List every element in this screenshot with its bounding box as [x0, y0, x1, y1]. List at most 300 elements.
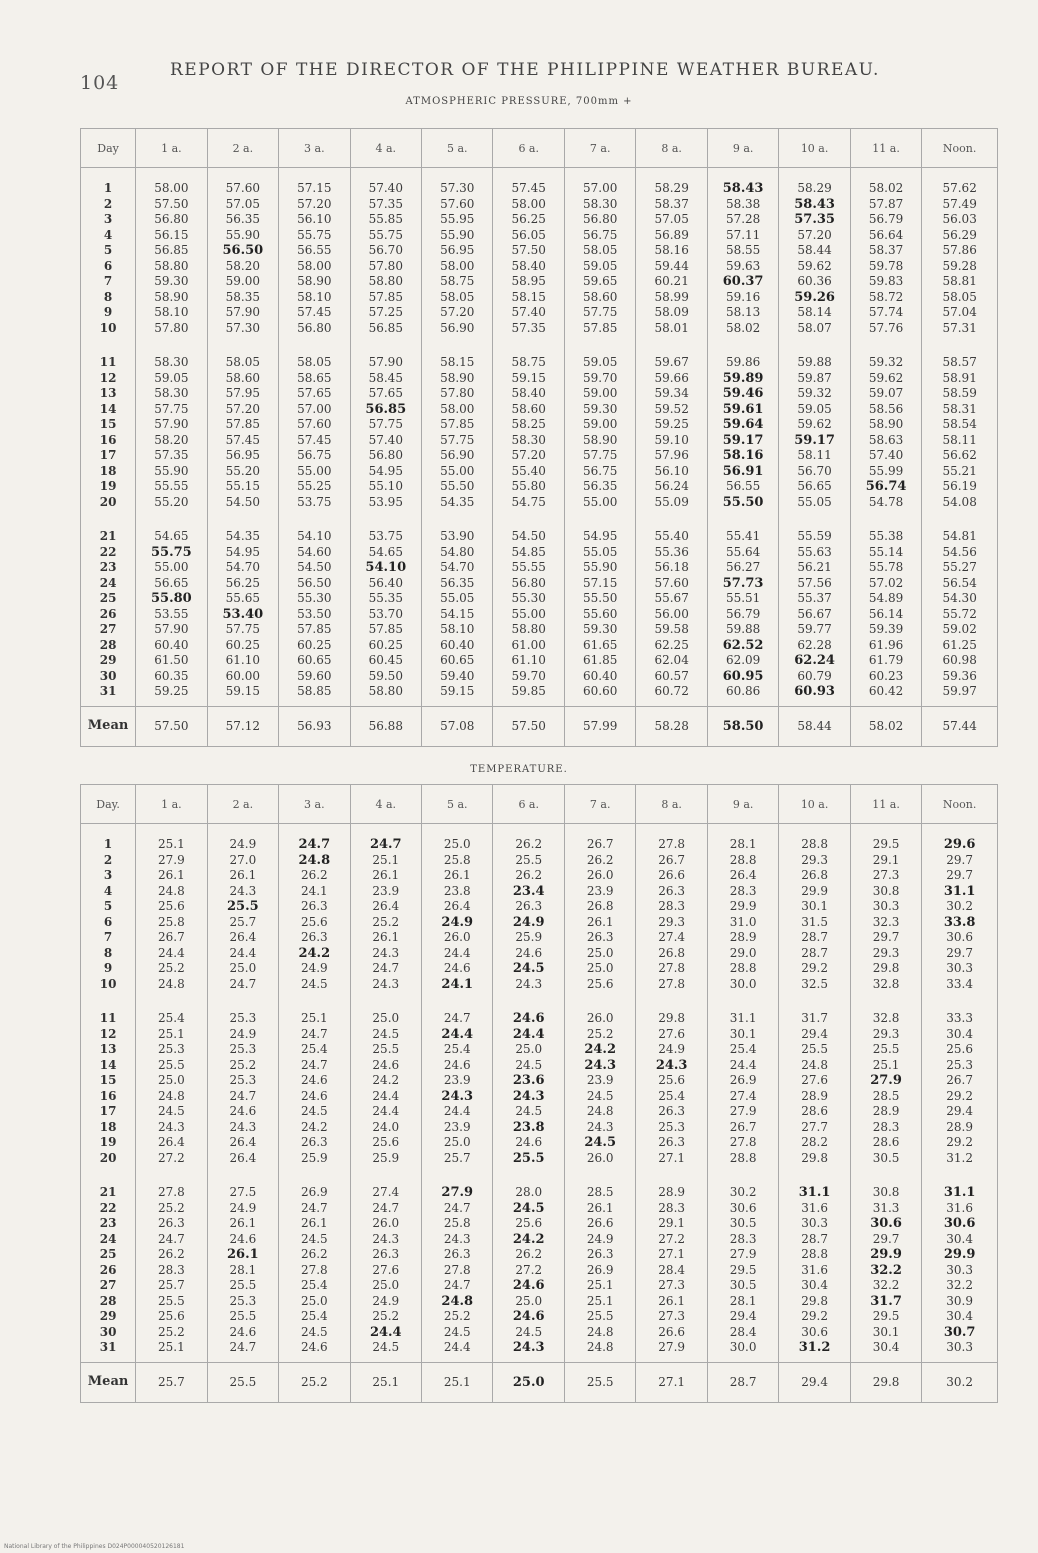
value-cell: [850, 342, 921, 516]
value: 24.1: [300, 883, 328, 898]
value: 24.3: [372, 1231, 400, 1246]
value: 56.24: [654, 479, 689, 493]
value: 59.62: [797, 417, 832, 431]
value: 30.1: [801, 899, 828, 913]
day-group-row: [81, 1172, 998, 1362]
value: 27.3: [872, 868, 900, 882]
value: 25.6: [372, 1135, 400, 1149]
value: 24.7: [158, 1231, 185, 1246]
day-cell: 11 12 13 14 15 16 17 18 19 20: [81, 998, 136, 1172]
bold-value: 24.3: [655, 1057, 688, 1073]
value: 57.80: [440, 386, 475, 400]
bold-value: 57.73: [722, 575, 764, 591]
bold-value: 59.17: [794, 432, 835, 448]
value: 26.7: [158, 930, 185, 944]
value: 24.9: [658, 1042, 686, 1056]
value-cell: [636, 824, 707, 999]
value-cell: [350, 998, 421, 1172]
value: 57.49: [942, 196, 977, 211]
value: 26.4: [229, 1150, 257, 1165]
value: 24.8: [801, 1057, 828, 1072]
value: 26.8: [586, 899, 614, 913]
value: 25.9: [372, 1150, 400, 1165]
value: 27.8: [300, 1262, 328, 1277]
value: 54.81: [942, 529, 977, 543]
value: 29.7: [872, 1231, 900, 1246]
bold-value: 24.1: [441, 976, 474, 992]
value: 57.86: [942, 243, 977, 257]
bold-value: 59.46: [722, 386, 764, 401]
value: 32.8: [872, 1011, 900, 1025]
value: 24.4: [443, 1340, 471, 1354]
value: 30.8: [872, 1185, 900, 1199]
value: 57.11: [725, 227, 761, 242]
value: 59.66: [654, 370, 689, 385]
value: 29.8: [801, 1150, 828, 1165]
bold-value: 56.91: [722, 463, 764, 479]
value: 60.42: [868, 684, 904, 698]
value: 54.60: [297, 544, 332, 559]
bold-value: 31.1: [798, 1185, 831, 1200]
bold-value: 23.6: [512, 1073, 545, 1088]
value: 56.21: [797, 560, 832, 574]
value: 53.70: [368, 606, 403, 621]
value: 57.00: [583, 181, 618, 195]
value: 28.8: [801, 837, 828, 851]
value: 28.8: [729, 1150, 757, 1165]
value: 25.1: [586, 1293, 614, 1308]
value: 25.0: [443, 837, 471, 851]
day-cell: 21 22 23 24 25 26 27 28 29 30 31: [81, 1172, 136, 1362]
value: 56.85: [154, 243, 189, 257]
bold-value: 23.4: [512, 883, 545, 899]
value: 57.25: [368, 305, 403, 319]
value: 56.03: [942, 212, 977, 226]
value: 56.35: [225, 212, 261, 226]
value: 55.00: [583, 494, 618, 509]
value: 25.7: [229, 914, 257, 929]
value: 54.95: [225, 544, 261, 559]
value: 26.6: [658, 1324, 686, 1339]
value: 54.50: [511, 529, 546, 543]
value: 59.88: [797, 355, 832, 369]
value: 54.56: [942, 544, 977, 559]
value: 33.4: [946, 976, 973, 991]
column-header: 11 a.: [850, 129, 921, 168]
value-cell: [422, 824, 493, 999]
value-cell: [850, 168, 921, 343]
value-cell: [279, 1172, 350, 1362]
value: 57.35: [511, 320, 546, 335]
value: 25.5: [515, 852, 543, 867]
value-cell: [922, 1172, 998, 1362]
value: 57.40: [368, 432, 403, 447]
value: 60.57: [654, 668, 689, 683]
value: 24.6: [443, 961, 471, 975]
value: 29.3: [801, 852, 828, 867]
bold-value: 29.9: [943, 1247, 976, 1262]
value: 55.15: [225, 479, 261, 493]
value: 29.8: [872, 1374, 900, 1389]
value: 58.45: [368, 370, 403, 385]
value: 31.5: [801, 914, 828, 929]
value: 26.0: [586, 868, 614, 882]
column-header: 4 a.: [350, 129, 421, 168]
value: 56.05: [511, 227, 546, 242]
value: 25.5: [229, 1278, 257, 1292]
value: 55.95: [440, 212, 475, 226]
value: 24.5: [515, 1324, 543, 1339]
value: 28.3: [658, 899, 686, 913]
value: 53.95: [368, 494, 403, 509]
value: 24.7: [372, 961, 400, 975]
value: 28.9: [872, 1104, 900, 1118]
value: 58.16: [654, 243, 689, 257]
value: 25.1: [158, 1026, 185, 1041]
value: 58.02: [868, 718, 904, 733]
value: 59.70: [583, 370, 618, 385]
value: 25.1: [443, 1374, 471, 1389]
value: 60.23: [868, 668, 904, 683]
pressure-table: [80, 128, 998, 747]
value: 54.89: [868, 591, 904, 605]
value: 60.35: [154, 668, 189, 683]
value: 57.35: [154, 448, 189, 462]
temperature-section-title: TEMPERATURE.: [470, 764, 568, 775]
value: 28.9: [658, 1185, 686, 1199]
value: 58.10: [154, 305, 189, 319]
value: 25.8: [443, 1216, 471, 1230]
bold-value: 25.0: [512, 1374, 545, 1390]
value: 59.44: [654, 258, 689, 273]
value: 30.0: [729, 1340, 757, 1354]
value: 58.80: [368, 684, 403, 698]
value: 25.5: [586, 1374, 614, 1389]
value: 28.5: [872, 1088, 900, 1103]
column-header: 11 a.: [850, 785, 921, 824]
bold-value: 23.8: [512, 1119, 545, 1135]
value: 26.1: [300, 1216, 328, 1230]
value: 31.1: [729, 1011, 757, 1025]
value: 56.64: [868, 227, 904, 242]
column-header: Day.: [81, 785, 136, 824]
value: 25.5: [158, 1293, 185, 1308]
value: 58.11: [797, 448, 832, 462]
value: 60.21: [654, 274, 689, 288]
value-cell: [564, 168, 635, 343]
value: 26.3: [443, 1247, 471, 1261]
value: 25.6: [586, 976, 614, 991]
value: 59.85: [511, 684, 546, 698]
value: 25.6: [946, 1042, 973, 1056]
value: 26.1: [229, 868, 257, 882]
value: 60.25: [368, 637, 403, 652]
value: 56.62: [942, 448, 977, 462]
value: 58.81: [942, 274, 977, 288]
bold-value: 59.26: [794, 289, 835, 305]
value: 55.85: [368, 212, 403, 226]
value: 57.44: [942, 718, 977, 733]
value: 57.50: [154, 718, 189, 733]
value: 28.8: [801, 1247, 828, 1261]
value: 24.4: [729, 1057, 757, 1072]
value: 28.3: [872, 1119, 900, 1134]
value: 24.2: [300, 1119, 328, 1134]
value: 25.4: [658, 1088, 686, 1103]
mean-value: [636, 1362, 707, 1402]
value: 28.9: [946, 1119, 973, 1134]
value: 60.40: [583, 668, 618, 683]
mean-value: [493, 706, 564, 746]
value: 56.55: [297, 243, 332, 257]
value: 25.1: [158, 837, 185, 851]
value: 58.01: [654, 320, 689, 335]
value: 24.3: [443, 1231, 471, 1246]
value: 32.2: [946, 1278, 973, 1292]
footer-note: National Library of the Philippines D024P000040520126181: [4, 1543, 185, 1550]
value-cell: [136, 168, 207, 343]
value-cell: [350, 824, 421, 999]
value: 29.2: [801, 1309, 828, 1323]
value: 25.0: [515, 1042, 543, 1056]
value: 57.90: [368, 355, 403, 369]
bold-value: 24.6: [512, 1309, 545, 1324]
value: 58.56: [868, 401, 904, 416]
value: 55.90: [440, 227, 475, 242]
value: 59.39: [868, 622, 904, 636]
value: 29.0: [729, 945, 757, 960]
value: 57.85: [583, 320, 618, 335]
value: 55.99: [868, 463, 904, 478]
value: 57.75: [154, 401, 189, 416]
bold-value: 24.4: [369, 1324, 402, 1340]
value: 58.30: [154, 355, 189, 369]
value: 57.87: [868, 196, 904, 211]
value: 30.8: [872, 883, 900, 898]
value: 29.1: [872, 852, 900, 867]
value: 26.3: [300, 930, 328, 944]
value: 28.3: [658, 1200, 686, 1215]
value: 25.5: [229, 1374, 257, 1389]
value: 24.4: [372, 1088, 400, 1103]
bold-value: 24.6: [512, 1278, 545, 1293]
value: 56.40: [368, 575, 403, 590]
mean-value: [636, 706, 707, 746]
day-cell: 1 2 3 4 5 6 7 8 9 10: [81, 168, 136, 343]
value: 57.08: [440, 718, 475, 733]
value: 55.63: [797, 544, 832, 559]
value: 56.50: [297, 575, 332, 590]
value: 24.4: [158, 945, 185, 960]
value: 28.4: [658, 1262, 686, 1277]
value: 25.5: [586, 1309, 614, 1323]
column-header: 9 a.: [707, 785, 778, 824]
value: 26.0: [586, 1150, 614, 1165]
value: 27.9: [158, 852, 185, 867]
value: 55.50: [583, 591, 618, 605]
value: 54.30: [942, 591, 977, 605]
value: 55.59: [797, 529, 832, 543]
value: 57.20: [297, 196, 332, 211]
value: 24.4: [443, 1104, 471, 1118]
value: 25.4: [443, 1042, 471, 1056]
day-group-row: [81, 342, 998, 516]
mean-value: [422, 1362, 493, 1402]
value: 24.6: [372, 1057, 400, 1072]
value: 55.14: [868, 544, 904, 559]
value: 25.1: [372, 1374, 400, 1389]
value: 27.4: [729, 1088, 757, 1103]
value: 26.2: [158, 1247, 185, 1261]
value: 59.10: [654, 432, 689, 447]
value: 25.2: [158, 1200, 185, 1215]
column-header: 6 a.: [493, 129, 564, 168]
value: 54.85: [511, 544, 546, 559]
value: 57.85: [297, 622, 332, 636]
value: 23.9: [443, 1073, 471, 1087]
value: 56.80: [154, 212, 189, 226]
value: 57.00: [297, 401, 332, 416]
value: 55.30: [297, 591, 332, 605]
value: 27.2: [158, 1150, 185, 1165]
bold-value: 32.2: [870, 1262, 902, 1278]
value: 58.91: [942, 370, 977, 385]
value: 24.8: [158, 1088, 185, 1103]
value: 29.8: [872, 961, 900, 975]
value: 26.1: [158, 868, 185, 882]
value: 58.10: [440, 622, 475, 636]
value: 29.8: [658, 1011, 686, 1025]
value-cell: [707, 1172, 778, 1362]
value: 59.62: [868, 370, 904, 385]
value-cell: [422, 168, 493, 343]
bold-value: 30.6: [870, 1216, 902, 1231]
bold-value: 24.2: [512, 1231, 545, 1247]
value: 24.3: [515, 976, 543, 991]
value: 58.00: [154, 181, 189, 195]
column-header: 3 a.: [279, 785, 350, 824]
value: 55.00: [440, 463, 475, 478]
value-cell: [136, 824, 207, 999]
value-cell: [779, 824, 850, 999]
value: 26.6: [658, 868, 686, 882]
value: 32.5: [801, 976, 828, 991]
bold-value: 56.74: [865, 479, 907, 494]
value-cell: [350, 168, 421, 343]
value: 24.8: [586, 1324, 614, 1339]
value: 56.70: [797, 463, 832, 478]
value: 55.00: [297, 463, 332, 478]
value: 54.80: [440, 544, 475, 559]
value: 24.6: [515, 945, 543, 960]
value: 25.0: [372, 1011, 400, 1025]
value: 57.35: [368, 196, 403, 211]
value-cell: [636, 998, 707, 1172]
value: 56.95: [440, 243, 475, 257]
value-cell: [564, 824, 635, 999]
value-cell: [564, 998, 635, 1172]
value: 56.79: [868, 212, 904, 226]
value: 59.00: [583, 417, 618, 431]
value: 32.2: [872, 1278, 900, 1292]
value-cell: [779, 342, 850, 516]
bold-value: 55.50: [722, 494, 764, 510]
value: 30.6: [729, 1200, 757, 1215]
value: 56.35: [440, 575, 475, 590]
value: 25.3: [229, 1073, 257, 1087]
value: 29.3: [872, 945, 900, 960]
value-cell: [707, 168, 778, 343]
value-cell: [707, 824, 778, 999]
value: 25.2: [229, 1057, 257, 1072]
value: 26.4: [229, 930, 257, 944]
mean-value: [564, 706, 635, 746]
value: 59.63: [725, 258, 761, 273]
value: 26.8: [658, 945, 686, 960]
value: 25.8: [443, 852, 471, 867]
value: 24.3: [158, 1119, 185, 1134]
value: 30.5: [729, 1278, 757, 1292]
value-cell: [136, 998, 207, 1172]
value: 58.75: [440, 274, 475, 288]
value: 26.3: [158, 1216, 185, 1230]
value: 25.7: [158, 1278, 185, 1292]
value: 24.7: [443, 1200, 471, 1215]
value: 26.4: [229, 1135, 257, 1149]
value: 56.75: [583, 227, 618, 242]
day-cell: 1 2 3 4 5 6 7 8 9 10: [81, 824, 136, 999]
value: 57.90: [225, 305, 261, 319]
bold-value: 24.3: [584, 1057, 617, 1073]
value: 56.88: [368, 718, 403, 733]
value: 59.32: [797, 386, 832, 400]
header-row: [81, 785, 998, 824]
value: 61.50: [154, 653, 189, 667]
value: 57.56: [797, 575, 832, 590]
value: 58.00: [440, 258, 475, 273]
column-header: 5 a.: [422, 785, 493, 824]
value: 27.7: [801, 1119, 828, 1134]
value: 57.04: [942, 305, 977, 319]
value: 31.6: [801, 1200, 828, 1215]
value: 59.58: [654, 622, 689, 636]
value-cell: [207, 824, 278, 999]
bold-value: 59.89: [722, 370, 764, 386]
value: 24.6: [300, 1073, 328, 1087]
value: 57.65: [368, 386, 403, 400]
page-header: REPORT OF THE DIRECTOR OF THE PHILIPPINE WEATHER BUREAU.: [170, 60, 880, 80]
value: 58.90: [440, 370, 475, 385]
day-group-row: [81, 516, 998, 706]
value: 27.1: [658, 1150, 686, 1165]
value: 55.05: [440, 591, 475, 605]
value: 25.4: [300, 1278, 328, 1292]
value: 26.2: [300, 1247, 328, 1261]
value: 60.79: [797, 668, 832, 683]
mean-value: [850, 706, 921, 746]
value: 28.7: [801, 945, 828, 960]
value: 23.9: [443, 1119, 471, 1134]
bold-value: 33.8: [943, 914, 976, 930]
value: 28.6: [872, 1135, 900, 1149]
bold-value: 60.93: [794, 684, 835, 699]
temperature-table: [80, 784, 998, 1403]
value: 27.6: [801, 1073, 828, 1087]
value: 57.20: [225, 401, 261, 416]
bold-value: 24.6: [512, 1011, 545, 1026]
value-cell: [279, 998, 350, 1172]
value: 30.4: [801, 1278, 828, 1292]
